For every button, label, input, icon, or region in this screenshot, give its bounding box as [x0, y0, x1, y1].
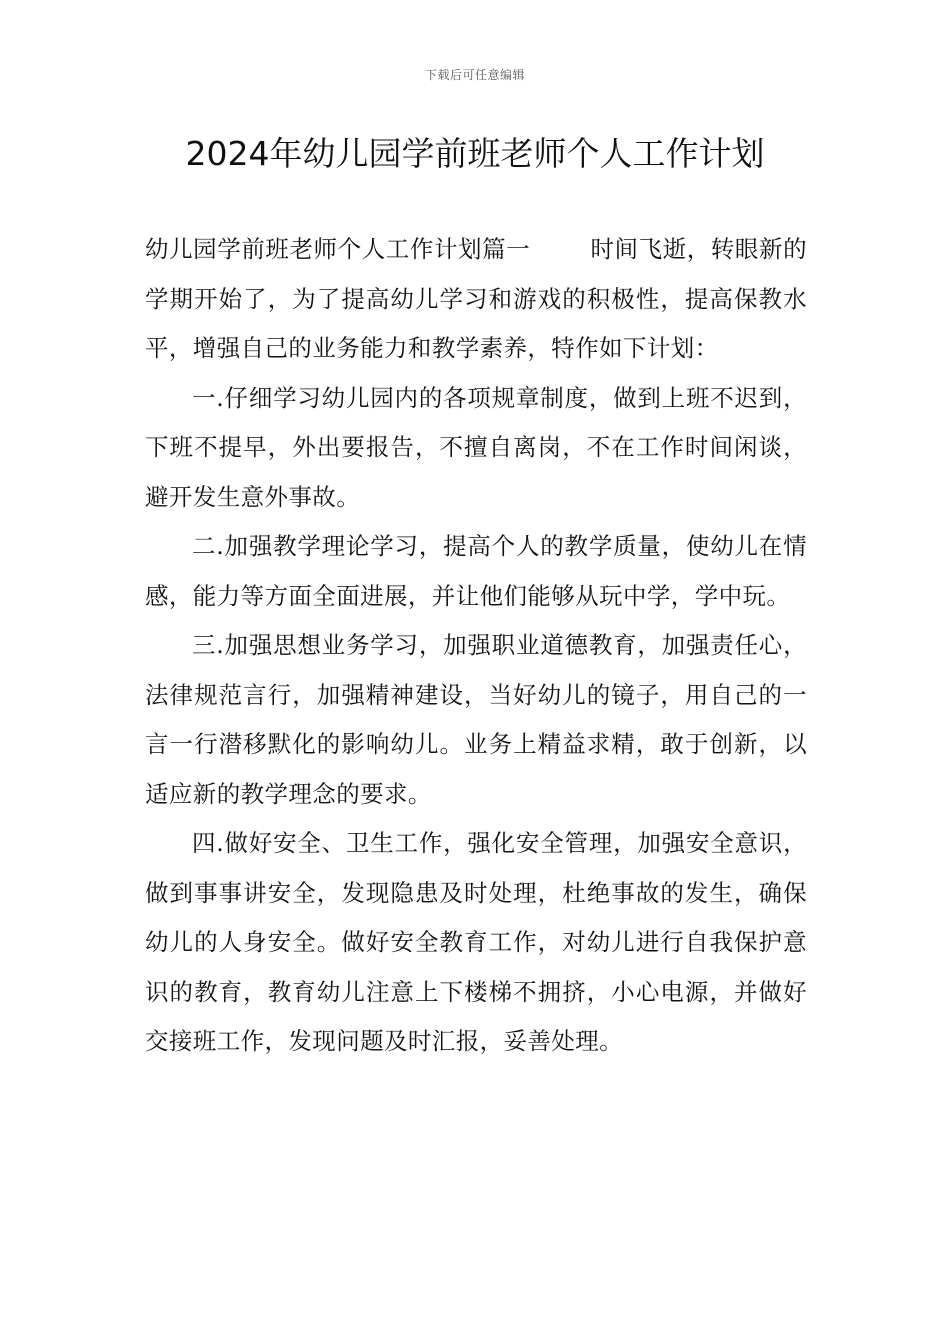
intro-text: 时间飞逝，转眼新的学期开始了，为了提高幼儿学习和游戏的积极性，提高保教水平，增强自己的业务能力和教学素养，特作如下计划： [145, 235, 807, 362]
plan-item-4: 四.做好安全、卫生工作，强化安全管理，加强安全意识，做到事事讲安全，发现隐患及时处理，杜绝事故的发生，确保幼儿的人身安全。做好安全教育工作，对幼儿进行自我保护意识的教育，教育幼儿注意上下楼梯不拥挤，小心电源，并做好交接班工作，发现问题及时汇报，妥善处理。 [145, 829, 807, 1055]
document-title: 2024年幼儿园学前班老师个人工作计划 [185, 134, 765, 173]
plan-item-3: 三.加强思想业务学习，加强职业道德教育，加强责任心，法律规范言行，加强精神建设，当好幼儿的镜子，用自己的一言一行潜移默化的影响幼儿。业务上精益求精，敢于创新，以适应新的教学理念的要求。 [145, 631, 807, 808]
intro-heading: 幼儿园学前班老师个人工作计划篇一 [145, 235, 531, 263]
intro-paragraph [145, 225, 807, 374]
document-body [145, 225, 807, 1067]
plan-item-2: 二.加强教学理论学习，提高个人的教学质量，使幼儿在情感，能力等方面全面进展，并让他们能够从玩中学，学中玩。 [145, 532, 807, 610]
header-note: 下载后可任意编辑 [424, 68, 525, 82]
plan-item-1: 一.仔细学习幼儿园内的各项规章制度，做到上班不迟到，下班不提早，外出要报告，不擅自离岗，不在工作时间闲谈，避开发生意外事故。 [145, 383, 807, 511]
